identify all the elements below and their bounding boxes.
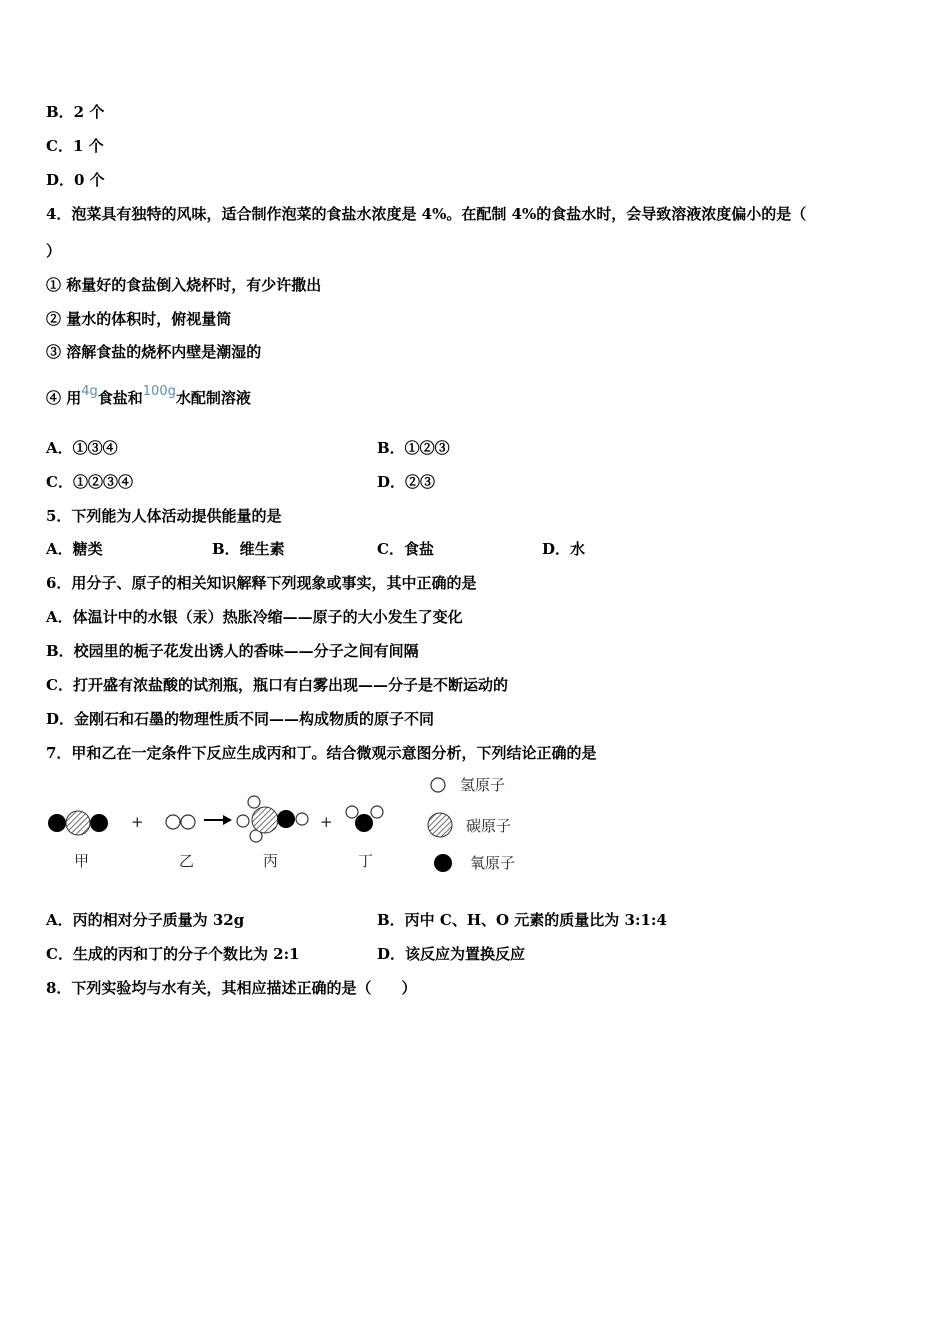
q4-item-3: ③ 溶解食盐的烧杯内壁是潮湿的 bbox=[46, 343, 262, 361]
q6-option-c: C．打开盛有浓盐酸的试剂瓶，瓶口有白雾出现——分子是不断运动的 bbox=[46, 676, 508, 694]
q4-item-4-part-c: 水配制溶液 bbox=[175, 389, 251, 407]
molecule-jia bbox=[48, 811, 108, 835]
legend-hydrogen: 氢原子 bbox=[460, 776, 506, 794]
q5-stem: 5．下列能为人体活动提供能量的是 bbox=[46, 507, 282, 525]
reaction-arrow-icon bbox=[204, 815, 232, 825]
q6-option-a: A．体温计中的水银（汞）热胀冷缩——原子的大小发生了变化 bbox=[46, 608, 463, 626]
label-jia: 甲 bbox=[74, 852, 90, 870]
molecule-ding bbox=[346, 806, 383, 832]
plus-sign: + bbox=[320, 813, 333, 831]
hydrogen-atom-icon bbox=[346, 806, 358, 818]
q8-stem: 8．下列实验均与水有关，其相应描述正确的是（ ） bbox=[46, 979, 417, 997]
q5-option-c: C．食盐 bbox=[377, 540, 434, 558]
label-yi: 乙 bbox=[179, 852, 195, 870]
q7-option-a: A．丙的相对分子质量为 32g bbox=[46, 911, 245, 929]
hydrogen-atom-icon bbox=[296, 813, 308, 825]
q4-item-1: ① 称量好的食盐倒入烧杯时，有少许撒出 bbox=[46, 276, 322, 294]
q6-stem: 6．用分子、原子的相关知识解释下列现象或事实，其中正确的是 bbox=[46, 574, 477, 592]
oxygen-atom-icon bbox=[277, 810, 295, 828]
oxygen-atom-icon bbox=[90, 814, 108, 832]
q4-item-4-part-b: 食盐和 bbox=[97, 389, 143, 407]
q7-option-d: D．该反应为置换反应 bbox=[377, 945, 526, 963]
mass-100g: 100g bbox=[142, 384, 176, 399]
q5-option-d: D．水 bbox=[542, 540, 586, 558]
q7-stem: 7．甲和乙在一定条件下反应生成丙和丁。结合微观示意图分析，下列结论正确的是 bbox=[46, 744, 597, 762]
q5-option-a: A．糖类 bbox=[46, 540, 103, 558]
q4-item-4-part-a: ④ 用 bbox=[46, 389, 82, 407]
oxygen-atom-icon bbox=[434, 854, 452, 872]
carbon-atom-icon bbox=[428, 813, 452, 837]
oxygen-atom-icon bbox=[355, 814, 373, 832]
hydrogen-atom-icon bbox=[181, 815, 195, 829]
q4-item-2: ② 量水的体积时，俯视量筒 bbox=[46, 310, 232, 328]
mass-4g: 4g bbox=[81, 384, 98, 399]
molecule-yi bbox=[166, 815, 195, 829]
reaction-diagram bbox=[40, 768, 540, 883]
q4-option-d: D．②③ bbox=[377, 473, 436, 491]
q5-option-b: B．维生素 bbox=[212, 540, 285, 558]
option-b-prev: B．2 个 bbox=[46, 103, 105, 121]
option-c-prev: C．1 个 bbox=[46, 137, 104, 155]
legend-carbon: 碳原子 bbox=[466, 817, 512, 835]
label-bing: 丙 bbox=[263, 852, 279, 870]
hydrogen-atom-icon bbox=[431, 778, 445, 792]
q4-stem-end: ） bbox=[46, 242, 62, 260]
legend-oxygen: 氧原子 bbox=[470, 854, 516, 872]
label-ding: 丁 bbox=[358, 852, 374, 870]
q6-option-d: D．金刚石和石墨的物理性质不同——构成物质的原子不同 bbox=[46, 710, 435, 728]
carbon-atom-icon bbox=[66, 811, 90, 835]
molecule-bing bbox=[237, 796, 308, 842]
q6-option-b: B．校园里的栀子花发出诱人的香味——分子之间有间隔 bbox=[46, 642, 419, 660]
hydrogen-atom-icon bbox=[371, 806, 383, 818]
q4-item-4 bbox=[46, 384, 251, 410]
hydrogen-atom-icon bbox=[166, 815, 180, 829]
hydrogen-atom-icon bbox=[237, 815, 249, 827]
carbon-atom-icon bbox=[252, 807, 278, 833]
q4-option-a: A．①③④ bbox=[46, 439, 118, 457]
hydrogen-atom-icon bbox=[248, 796, 260, 808]
option-d-prev: D．0 个 bbox=[46, 171, 105, 189]
q7-option-c: C．生成的丙和丁的分子个数比为 2:1 bbox=[46, 945, 300, 963]
q7-option-b: B．丙中 C、H、O 元素的质量比为 3:1:4 bbox=[377, 911, 667, 929]
q4-option-c: C．①②③④ bbox=[46, 473, 133, 491]
q4-option-b: B．①②③ bbox=[377, 439, 450, 457]
legend bbox=[428, 776, 515, 872]
oxygen-atom-icon bbox=[48, 814, 66, 832]
plus-sign: + bbox=[131, 813, 144, 831]
q4-stem: 4．泡菜具有独特的风味，适合制作泡菜的食盐水浓度是 4%。在配制 4%的食盐水时，会导致溶液浓度偏小的是（ bbox=[46, 205, 807, 223]
